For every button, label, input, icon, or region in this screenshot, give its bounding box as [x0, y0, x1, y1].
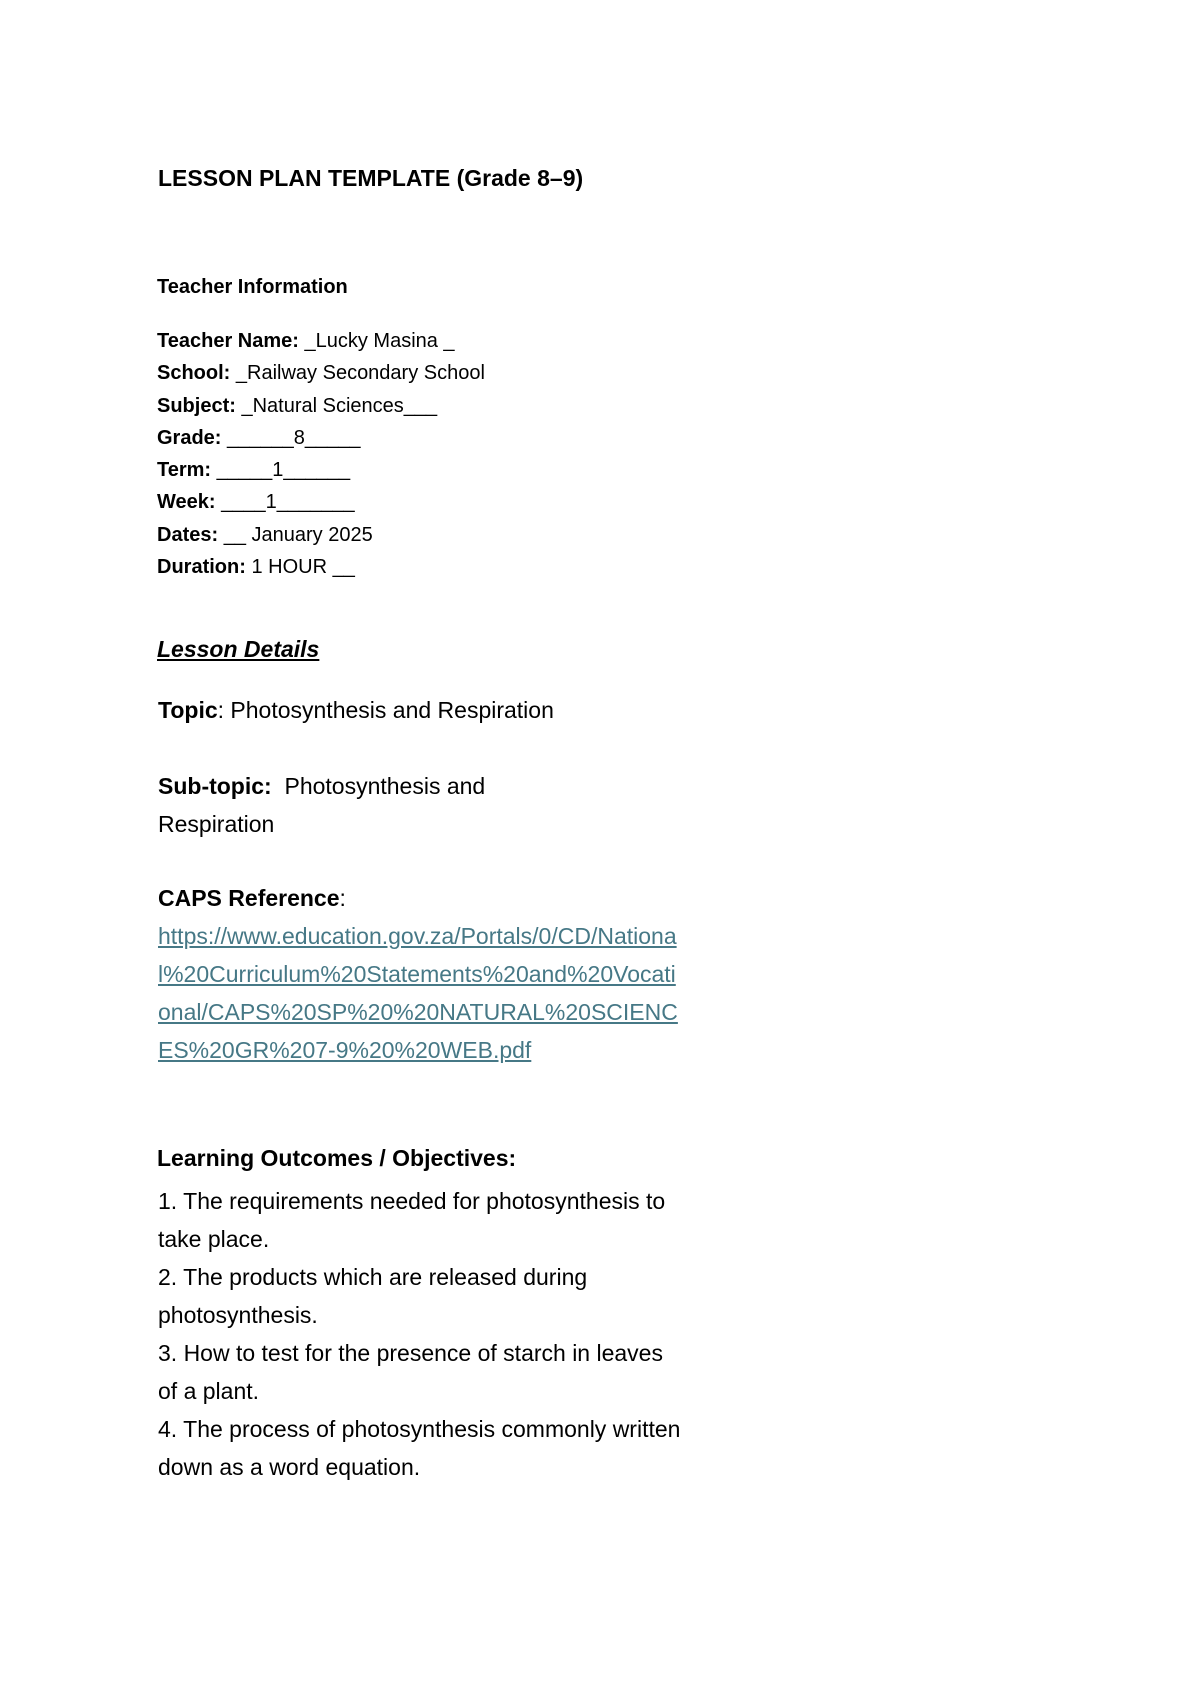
outcome-item: 1. The requirements needed for photosynthesis to take place.: [158, 1188, 666, 1252]
subtopic-label: Sub-topic:: [158, 773, 272, 799]
field-value: __ January 2025: [218, 523, 373, 546]
field-subject: [157, 390, 485, 422]
field-value: ____1_______: [215, 491, 355, 514]
field-label: Duration:: [157, 556, 246, 579]
field-value: ______8_____: [221, 426, 361, 449]
field-label: School:: [157, 362, 231, 385]
topic-value: : Photosynthesis and Respiration: [217, 697, 554, 723]
field-value: _Lucky Masina _: [298, 330, 455, 352]
learning-outcomes-heading: Learning Outcomes / Objectives:: [157, 1145, 517, 1171]
field-school: [157, 357, 485, 389]
caps-reference-link[interactable]: https://www.education.gov.za/Portals/0/CD/National%20Curriculum%20Statements%20and%20Vocational/CAPS%20SP%20%20NATURAL%20SCIENCES%20GR%207-9%20%20WEB.pdf: [158, 923, 678, 1063]
lesson-details-heading: Lesson Details: [157, 636, 320, 662]
field-grade: [157, 422, 485, 454]
field-label: Grade:: [157, 426, 222, 449]
field-label: Week:: [157, 491, 216, 514]
field-label: Dates:: [157, 523, 219, 546]
outcome-item: 3. How to test for the presence of starch in leaves of a plant.: [158, 1340, 663, 1404]
teacher-info-list: [157, 325, 485, 583]
outcome-item: 4. The process of photosynthesis commonly written down as a word equation.: [158, 1416, 681, 1480]
field-value: _____1______: [211, 459, 351, 482]
field-value: _Natural Sciences___: [235, 394, 438, 417]
field-dates: [157, 519, 485, 551]
caps-reference-line: [158, 879, 346, 917]
learning-outcomes-list: [158, 1182, 688, 1486]
field-value: 1 HOUR __: [245, 556, 355, 579]
teacher-info-heading: Teacher Information: [157, 276, 348, 298]
subtopic-value: Photosynthesis and Respiration: [158, 773, 492, 837]
caps-colon: :: [339, 885, 346, 911]
field-label: Term:: [157, 459, 212, 482]
page-title: LESSON PLAN TEMPLATE (Grade 8–9): [158, 165, 584, 191]
field-label: Teacher Name:: [157, 330, 299, 352]
field-teacher-name: [157, 325, 485, 357]
subtopic-line: [158, 767, 578, 843]
field-week: [157, 486, 485, 518]
field-duration: [157, 551, 485, 583]
topic-line: [158, 691, 554, 729]
field-term: [157, 454, 485, 486]
field-value: _Railway Secondary School: [230, 362, 485, 385]
field-label: Subject:: [157, 394, 236, 417]
outcome-item: 2. The products which are released during photosynthesis.: [158, 1264, 588, 1328]
topic-label: Topic: [158, 697, 218, 723]
caps-label: CAPS Reference: [158, 885, 340, 911]
